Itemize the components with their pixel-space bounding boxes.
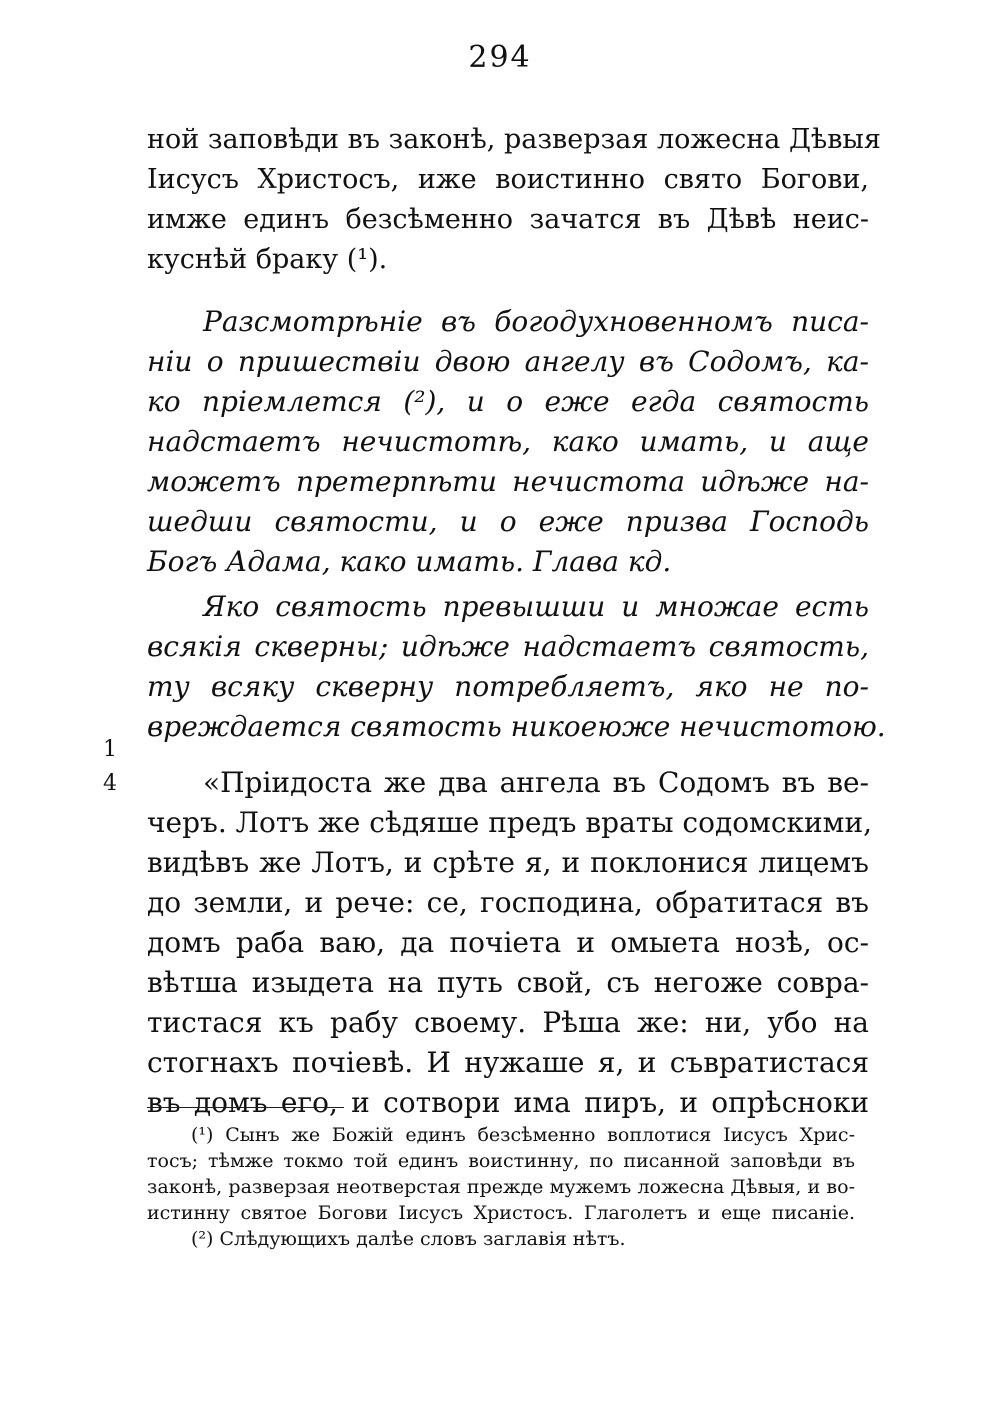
heading-line: можетъ претерпѣти нечистота идѣже на- xyxy=(147,465,869,498)
summary-line: Яко святость превышши и множае есть xyxy=(203,590,869,623)
text-line: «Пріидоста же два ангела въ Содомъ въ ве- xyxy=(203,766,869,799)
footnote-line: истинну святое Богови Іисусъ Христосъ. Глаголетъ и еще писаніе. xyxy=(147,1202,855,1224)
continuation-paragraph xyxy=(147,120,881,280)
text-line: стогнахъ почіевѣ. И нужаше я, и съвратистася xyxy=(147,1046,869,1079)
text-line: имже единъ безсѣменно зачатся въ Дѣвѣ неис- xyxy=(147,204,869,235)
text-line: куснѣй браку (¹). xyxy=(147,244,388,275)
text-line: въ домъ его, и сотвори има пиръ, и опрѣсноки xyxy=(147,1086,869,1119)
text-line: черъ. Лотъ же сѣдяше предъ враты содомскими, xyxy=(147,806,873,839)
body-paragraph xyxy=(147,763,873,1123)
page-number: 294 xyxy=(468,40,532,75)
footnote-line: законѣ, разверзая неотверстая прежде мужемъ ложесна Дѣвыя, и во- xyxy=(147,1176,855,1198)
margin-signature-mark: 1 xyxy=(103,737,117,762)
text-line: вѣтша изыдета на путь свой, съ негоже совра- xyxy=(147,966,869,999)
heading-line: шедши святости, и о еже призва Господь xyxy=(147,505,869,538)
text-line: тистася къ рабу своему. Рѣша же: ни, убо на xyxy=(147,1006,869,1039)
heading-line: Разсмотрѣніе въ богодухновенномъ писа- xyxy=(203,305,869,338)
text-line: ной заповѣди въ законѣ, разверзая ложесна Дѣвыя xyxy=(147,124,881,155)
heading-line: надстаетъ нечистотѣ, како имать, и аще xyxy=(147,425,869,458)
heading-line: Богъ Адама, како имать. Глава кд. xyxy=(147,545,672,578)
footnote-line: (²) Слѣдующихъ далѣе словъ заглавія нѣтъ. xyxy=(191,1228,626,1250)
margin-signature-mark: 4 xyxy=(103,771,117,796)
summary-line: вреждается святость никоеюже нечистотою. xyxy=(147,710,886,743)
footnotes xyxy=(147,1122,855,1252)
summary-line: ту всяку скверну потребляетъ, яко не по- xyxy=(147,670,869,703)
heading-line: ко пріемлется (²), и о еже егда святость xyxy=(147,385,869,418)
text-line: до земли, и рече: се, господина, обратитася въ xyxy=(147,886,869,919)
chapter-summary xyxy=(147,587,886,747)
margin-signature xyxy=(95,733,125,801)
chapter-heading xyxy=(147,302,869,582)
summary-line: всякія скверны; идѣже надстаетъ святость, xyxy=(147,630,869,663)
footnote-line: тосъ; тѣмже токмо той единъ воистинну, по писанной заповѣди въ xyxy=(147,1150,855,1172)
heading-line: ніи о пришествіи двою ангелу въ Содомъ, ка- xyxy=(147,345,869,378)
footnote-line: (¹) Сынъ же Божій единъ безсѣменно воплотися Іисусъ Хрис- xyxy=(191,1124,855,1146)
text-line: домъ раба ваю, да почіета и омыета нозѣ, ос- xyxy=(147,926,869,959)
text-line: Іисусъ Христосъ, иже воистинно свято Богови, xyxy=(147,164,869,195)
text-line: видѣвъ же Лотъ, и срѣте я, и поклонися лицемъ xyxy=(147,846,869,879)
footnote-rule xyxy=(147,1107,344,1108)
